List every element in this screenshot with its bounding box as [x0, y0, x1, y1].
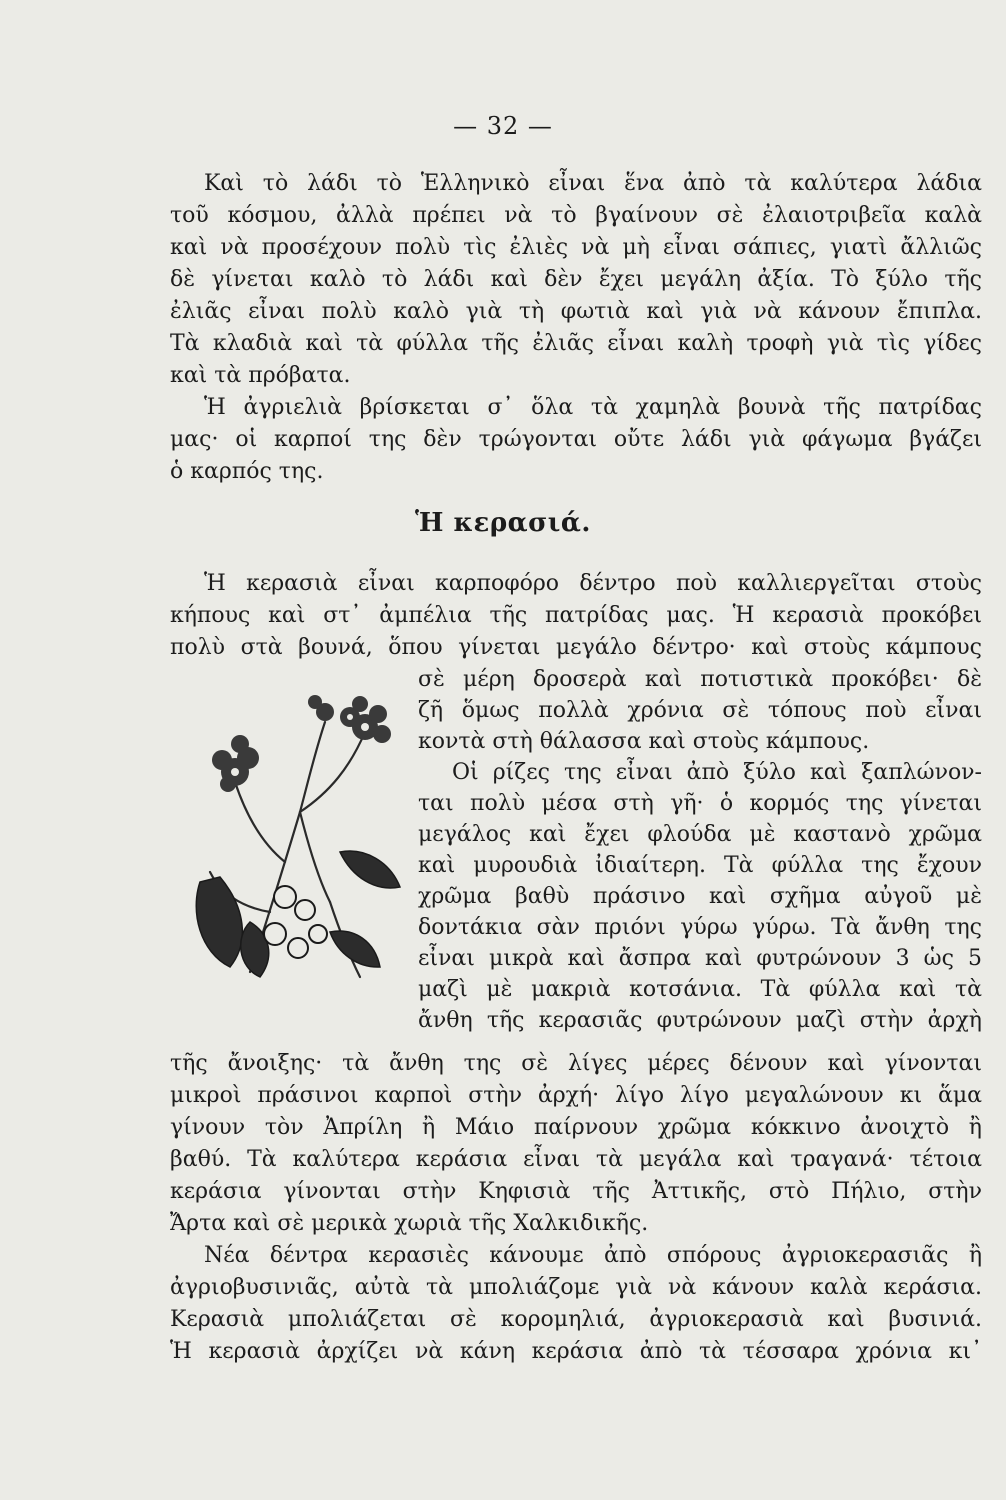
text-line: δὲ γίνεται καλὸ τὸ λάδι καὶ δὲν ἔχει μεγάλη ἀξία. Τὸ ξύλο τῆς	[170, 267, 982, 292]
text-line: κήπους καὶ στ᾽ ἀμπέλια τῆς πατρίδας μας. Ἡ κερασιὰ προκόβει	[170, 603, 982, 628]
text-line: εἶναι μικρὰ καὶ ἄσπρα καὶ φυτρώνουν 3 ὡς 5	[418, 946, 982, 971]
text-line: κοντὰ στὴ θάλασσα καὶ στοὺς κάμπους.	[418, 729, 870, 754]
text-line: ὁ καρπός της.	[170, 459, 324, 484]
text-line: βαθύ. Τὰ καλύτερα κεράσια εἶναι τὰ μεγάλα καὶ τραγανά· τέτοια	[170, 1147, 982, 1172]
text-line: τοῦ κόσμου, ἀλλὰ πρέπει νὰ τὸ βγαίνουν σὲ ἐλαιοτριβεῖα καλὰ	[170, 203, 982, 228]
section-title: Ἡ κερασιά.	[415, 508, 591, 538]
text-line: Τὰ κλαδιὰ καὶ τὰ φύλλα τῆς ἐλιᾶς εἶναι καλὴ τροφὴ γιὰ τὶς γίδες	[170, 331, 982, 356]
text-line: μεγάλος καὶ ἔχει φλούδα μὲ καστανὸ χρῶμα	[418, 822, 982, 847]
paragraph-cherry-intro	[170, 568, 982, 664]
text-line: Ἄρτα καὶ σὲ μερικὰ χωριὰ τῆς Χαλκιδικῆς.	[170, 1211, 649, 1236]
text-line: πολὺ στὰ βουνά, ὅπου γίνεται μεγάλο δέντρο· καὶ στοὺς κάμπους	[170, 635, 982, 660]
text-line: ται πολὺ μέσα στὴ γῆ· ὁ κορμός της γίνεται	[418, 791, 982, 816]
page-number: — 32 —	[453, 112, 553, 140]
text-line: Ἡ κερασιὰ εἶναι καρποφόρο δέντρο ποὺ καλλιεργεῖται στοὺς	[204, 571, 982, 596]
paragraph-cherry-description	[418, 664, 982, 1036]
text-line: γίνουν τὸν Ἀπρίλη ἢ Μάιο παίρνουν χρῶμα κόκκινο ἀνοιχτὸ ἢ	[170, 1115, 982, 1140]
text-line: Κερασιὰ μπολιάζεται σὲ κορομηλιά, ἀγριοκερασιὰ καὶ βυσινιά.	[170, 1307, 982, 1332]
text-line: χρῶμα βαθὺ πράσινο καὶ σχῆμα αὐγοῦ μὲ	[418, 884, 982, 909]
text-line: ἐλιᾶς εἶναι πολὺ καλὸ γιὰ τὴ φωτιὰ καὶ γιὰ νὰ κάνουν ἔπιπλα.	[170, 299, 982, 324]
text-line: Νέα δέντρα κερασιὲς κάνουμε ἀπὸ σπόρους ἀγριοκερασιᾶς ἢ	[204, 1243, 982, 1268]
text-line: μαζὶ μὲ μακριὰ κοτσάνια. Τὰ φύλλα καὶ τὰ	[418, 977, 982, 1002]
text-line: μικροὶ πράσινοι καρποὶ στὴν ἀρχή· λίγο λίγο μεγαλώνουν κι ἅμα	[170, 1083, 982, 1108]
text-line: Καὶ τὸ λάδι τὸ Ἑλληνικὸ εἶναι ἕνα ἀπὸ τὰ καλύτερα λάδια	[204, 171, 982, 196]
text-line: ἀγριοβυσινιᾶς, αὐτὰ τὰ μπολιάζομε γιὰ νὰ κάνουν καλὰ κεράσια.	[170, 1275, 982, 1300]
text-line: ἄνθη τῆς κερασιᾶς φυτρώνουν μαζὶ στὴν ἀρχὴ	[418, 1008, 982, 1033]
text-line: Ἡ ἀγριελιὰ βρίσκεται σ᾽ ὅλα τὰ χαμηλὰ βουνὰ τῆς πατρίδας	[204, 395, 982, 420]
paragraph-olive-oil	[170, 168, 982, 488]
cherry-branch-illustration	[190, 672, 410, 992]
text-line: μας· οἱ καρποί της δὲν τρώγονται οὔτε λάδι γιὰ φάγωμα βγάζει	[170, 427, 982, 452]
text-line: τῆς ἄνοιξης· τὰ ἄνθη της σὲ λίγες μέρες δένουν καὶ γίνονται	[170, 1051, 982, 1076]
text-line: δοντάκια σὰν πριόνι γύρω γύρω. Τὰ ἄνθη της	[418, 915, 982, 940]
text-line: καὶ τὰ πρόβατα.	[170, 363, 351, 388]
text-line: Ἡ κερασιὰ ἀρχίζει νὰ κάνη κεράσια ἀπὸ τὰ τέσσαρα χρόνια κι᾽	[170, 1339, 982, 1364]
text-line: κεράσια γίνονται στὴν Κηφισιὰ τῆς Ἀττικῆς, στὸ Πήλιο, στὴν	[170, 1179, 982, 1204]
text-line: σὲ μέρη δροσερὰ καὶ ποτιστικὰ προκόβει· δὲ	[418, 667, 982, 692]
text-line: ζῆ ὅμως πολλὰ χρόνια σὲ τόπους ποὺ εἶναι	[418, 698, 982, 723]
text-line: Οἱ ρίζες της εἶναι ἀπὸ ξύλο καὶ ξαπλώνον-	[452, 760, 982, 785]
paragraph-cherry-fruit	[170, 1048, 982, 1368]
text-line: καὶ μυρουδιὰ ἰδιαίτερη. Τὰ φύλλα της ἔχουν	[418, 853, 982, 878]
text-line: καὶ νὰ προσέχουν πολὺ τὶς ἐλιὲς νὰ μὴ εἶναι σάπιες, γιατὶ ἄλλιῶς	[170, 235, 982, 260]
